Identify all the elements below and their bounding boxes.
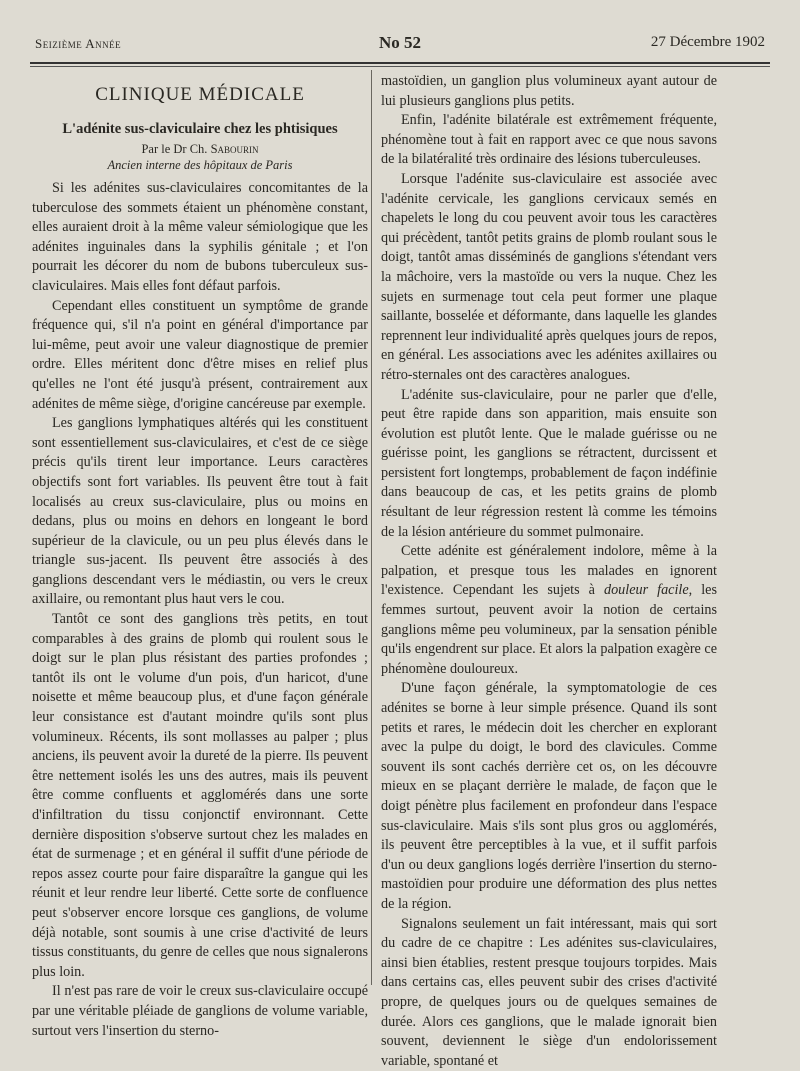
left-column — [32, 72, 368, 1041]
header-volume: Seizième Année — [35, 36, 122, 51]
paragraph: Enfin, l'adénite bilatérale est extrêmement fréquente, phénomène tout à fait en rapport avec ce que nous savons de la bilatéralité très ordinaire des lésions tuberculeuses. — [381, 112, 717, 168]
byline-prefix: Par le Dr Ch. — [141, 142, 211, 156]
right-column-body — [381, 72, 717, 1071]
header-rule-thin — [30, 66, 770, 67]
header-date: 27 Décembre 1902 — [650, 34, 765, 50]
author-name: Sabourin — [210, 142, 259, 156]
paragraph: Cependant elles constituent un symptôme de grande fréquence qui, s'il n'a point en général d'importance par lui-même, peut avoir une valeur diagnostique de premier ordre. Elles méritent donc d'être mises en relief plus qu'elles ne l'ont été jusqu'à présent, contrairement aux adénites de même siège, d'origine cancéreuse par exemple. — [32, 297, 368, 412]
article-title: L'adénite sus-claviculaire chez les phtisiques — [62, 121, 338, 137]
paragraph: D'une façon générale, la symptomatologie de ces adénites se borne à leur simple présence. Quand ils sont petits et rares, le médecin doit les chercher en explorant avec la pulpe du doigt, le bord des clavicules. Comme souvent ils sont cachés derrière cet os, on les découvre mieux en se plaçant derrière le malade, de façon que le doigt pénètre plus facilement en profondeur dans l'espace sus-claviculaire. Mais s'ils sont plus gros ou agglomérés, ils peuvent être perceptibles à la vue, et il suffit parfois d'un ou deux ganglions logés derrière l'insertion du sterno-mastoïdien pour produire une déformation des plus nettes de la région. — [381, 680, 717, 912]
right-column — [381, 72, 717, 1071]
author-affiliation: Ancien interne des hôpitaux de Paris — [107, 158, 293, 172]
running-header — [35, 30, 765, 60]
paragraph: Tantôt ce sont des ganglions très petits, en tout comparables à des grains de plomb qui roulent sous le doigt sur le plan plus résistant des parties profondes ; tantôt ils ont le volume d'un pois, d'un haricot, d'une noisette et même beaucoup plus, et d'une façon générale leur consistance est d'autant moindre qu'ils sont plus volumineux. Récents, ils sont mollasses au palper ; plus anciens, ils peuvent avoir la dureté de la pierre. Ils peuvent être nettement isolés les uns des autres, mais ils peuvent être comme confluents et agglomérés dans une sorte d'infiltration du tissu conjonctif environnant. Cette dernière disposition s'observe surtout chez les malades en état de surmenage ; et en général il suffit d'une période de repos assez courte pour faire disparaître la gangue qui les réunit et leur rendre leur liberté. Cette sorte de confluence peut s'observer encore lorsque ces ganglions, de volume déjà notable, sont soumis à une crise d'activité de leurs tissus constituants, du genre de celles que nous signalerons plus loin. — [32, 611, 368, 980]
paragraph: Signalons seulement un fait intéressant, mais qui sort du cadre de ce chapitre : Les adénites sus-claviculaires, ainsi bien établies, restent presque toujours torpides. Mais dans certains cas, elles peuvent subir des crises d'activité propre, de quelques jours ou de quelques semaines de durée. Alors ces ganglions, que le malade ignorait bien souvent, deviennent le siège d'un endolorissement variable, spontané et — [381, 915, 717, 1069]
paragraph: L'adénite sus-claviculaire, pour ne parler que d'elle, peut être rapide dans son apparition, mais ensuite son évolution est plutôt lente. Que le malade guérisse ou ne guérisse point, les ganglions se rétractent, durcissent et persistent fort longtemps, probablement de façon indéfinie dans beaucoup de cas, et les petits grains de plomb résultant de leur régression restent là comme les témoins de la lésion antérieure du sommet pulmonaire. — [381, 386, 717, 540]
paragraph: Si les adénites sus-claviculaires concomitantes de la tuberculose des sommets étaient un phénomène constant, elles auraient droit à la même valeur sémiologique que les adénites inguinales dans la syphilis génitale ; et l'on pourrait les décorer du nom de bubons tuberculeux sus-claviculaires. Mais elles font défaut parfois. — [32, 180, 368, 294]
left-column-body — [32, 179, 368, 1041]
column-divider — [371, 70, 372, 985]
header-rule-thick — [30, 62, 770, 64]
paragraph: Cette adénite est généralement indolore, même à la palpation, et presque tous les malades en ignorent l'existence. Cependant les sujets à douleur facile, les femmes surtout, peuvent avoir la notion de certains ganglions même peu volumineux, par la sensation pénible qu'ils engendrent sur place. Et alors la palpation exagère ce phénomène douloureux. — [381, 543, 717, 677]
byline — [32, 141, 368, 157]
section-title: CLINIQUE MÉDICALE — [95, 84, 305, 105]
paragraph: Les ganglions lymphatiques altérés qui les constituent sont essentiellement sus-claviculaires, et c'est de ce siège précis qu'ils tirent leur importance. Leurs caractères objectifs sont fort variables. Ils peuvent être tout à fait localisés au creux sus-claviculaire, plus ou moins en dedans, plus ou moins en dehors en longeant le bord supérieur de la clavicule, ou un peu plus élevés dans le triangle sus-jacent. Ils peuvent être associés à des ganglions descendant vers le médiastin, ou vers le creux axillaire, ou remontant plus haut vers le cou. — [32, 415, 368, 608]
paragraph: Lorsque l'adénite sus-claviculaire est associée avec l'adénite cervicale, les ganglions cervicaux semés en chapelets le long du cou peuvent avoir tous les caractères qui précèdent, tantôt petits grains de plomb roulant sous le doigt, tantôt amas disséminés de ganglions s'étendant vers la mâchoire, vers la mastoïde ou vers la nuque. Chez les sujets en surmenage tout cela peut former une plaque saillante, bosselée et déformante, dans laquelle les glandes reprennent leur individualité après quelques jours de repos, en général. Les associations avec les adénites axillaires ou rétro-sternales ont des caractères analogues. — [381, 170, 717, 383]
paragraph: Il n'est pas rare de voir le creux sus-claviculaire occupé par une véritable pléiade de ganglions de volume variable, surtout vers l'insertion du sterno- — [32, 983, 368, 1039]
paragraph: mastoïdien, un ganglion plus volumineux ayant autour de lui plusieurs ganglions plus petits. — [381, 73, 717, 109]
header-issue-number: No 52 — [378, 33, 422, 52]
